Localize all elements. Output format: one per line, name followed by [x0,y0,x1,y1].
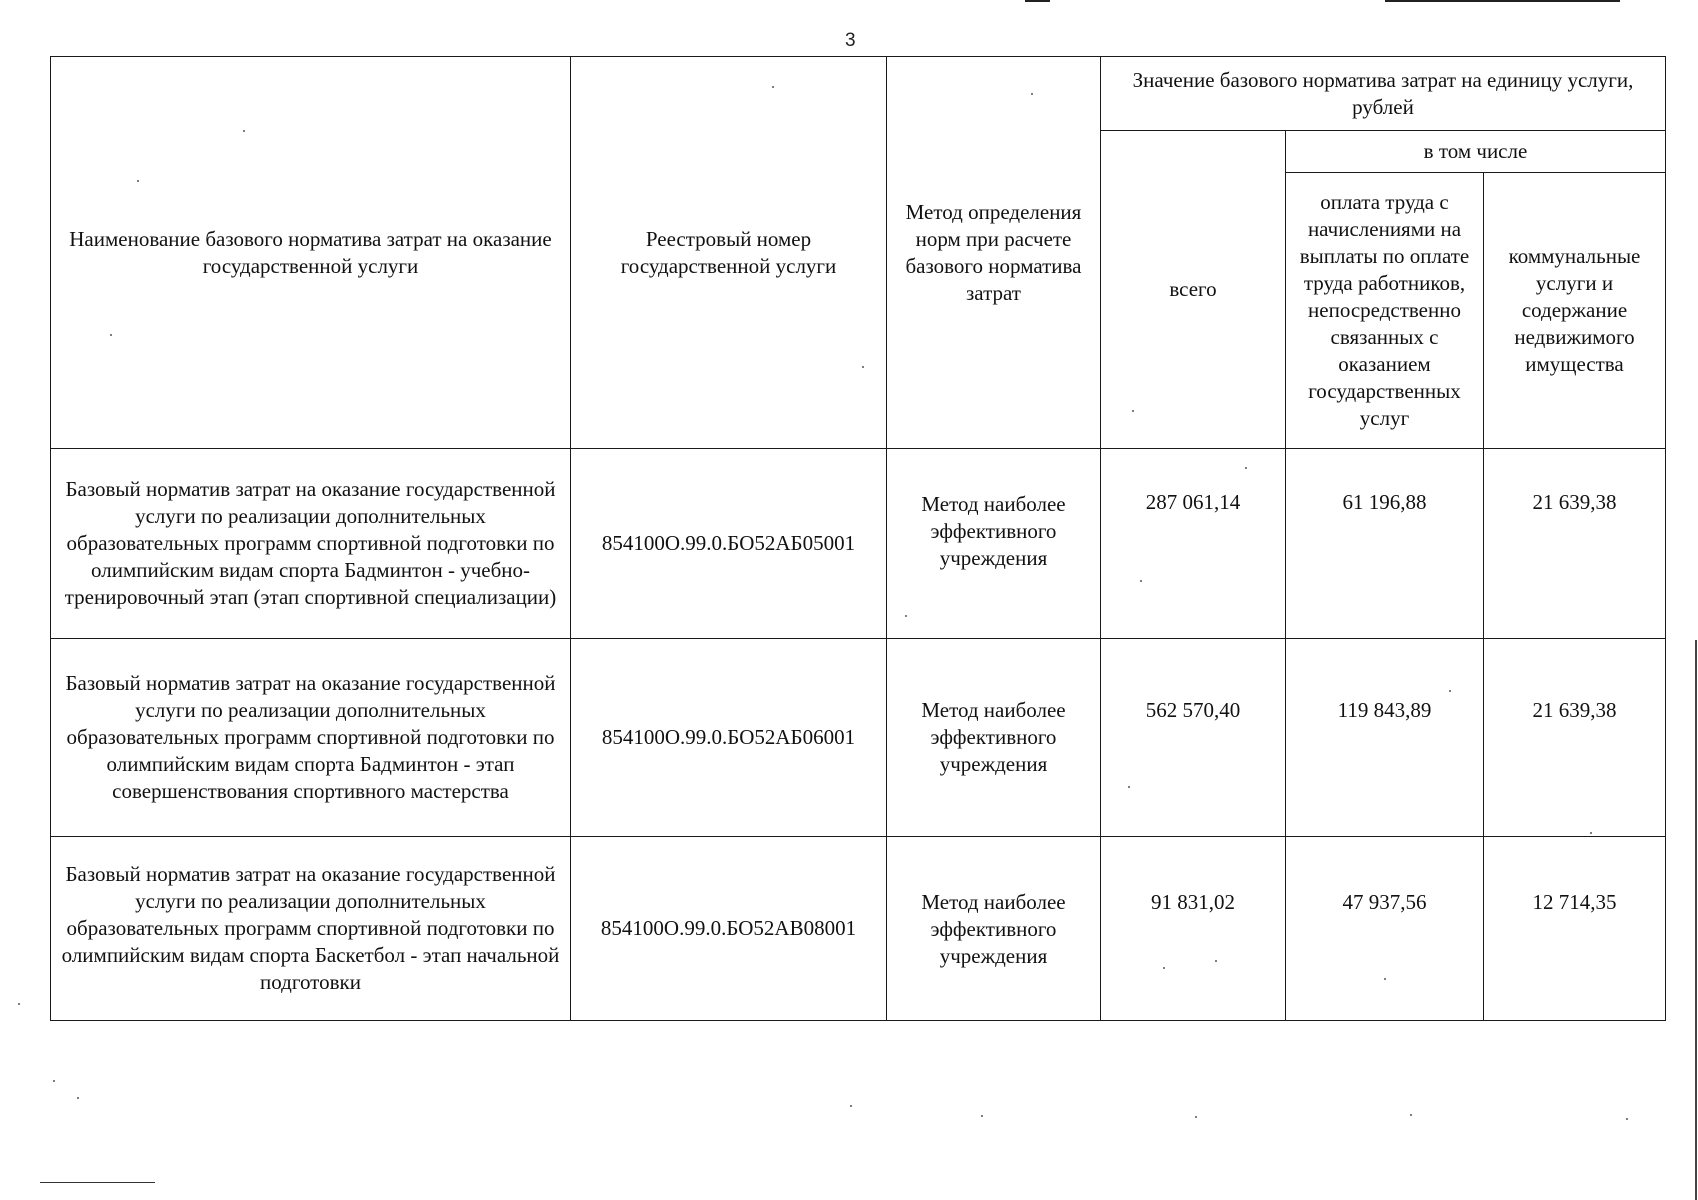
scan-speck [981,1115,983,1117]
top-rule-right [1385,0,1620,2]
cell-method: Метод наиболее эффективного учреждения [887,449,1101,639]
scan-speck [1245,467,1247,469]
header-utilities: коммунальные услуги и содержание недвижимого имущества [1484,173,1666,449]
scan-speck [1031,93,1033,95]
scan-speck [77,1097,79,1099]
cell-wages: 119 843,89 [1286,639,1484,837]
table-row [51,449,1666,639]
cell-wages: 47 937,56 [1286,837,1484,1021]
cell-registry: 854100О.99.0.БО52АБ06001 [571,639,887,837]
cell-utilities: 21 639,38 [1484,639,1666,837]
scan-speck [18,1003,20,1005]
scan-speck [1215,960,1217,962]
cell-registry: 854100О.99.0.БО52АВ08001 [571,837,887,1021]
header-row-1 [51,57,1666,131]
scan-speck [1195,1116,1197,1118]
page-number: 3 [845,30,856,51]
scan-speck [1140,580,1142,582]
norms-table [50,56,1666,1021]
scan-speck [1384,978,1386,980]
cell-total: 562 570,40 [1101,639,1286,837]
top-rule-left [1025,0,1050,2]
scan-speck [1449,690,1451,692]
scan-speck [53,1080,55,1082]
cell-wages: 61 196,88 [1286,449,1484,639]
scan-speck [1626,1118,1628,1120]
cell-registry: 854100О.99.0.БО52АБ05001 [571,449,887,639]
cell-utilities: 21 639,38 [1484,449,1666,639]
scan-speck [1410,1114,1412,1116]
cell-method: Метод наиболее эффективного учреждения [887,639,1101,837]
scan-speck [905,615,907,617]
cell-total: 91 831,02 [1101,837,1286,1021]
header-method: Метод определения норм при расчете базового норматива затрат [887,57,1101,449]
scan-speck [137,180,139,182]
cell-method: Метод наиболее эффективного учреждения [887,837,1101,1021]
header-including: в том числе [1286,131,1666,173]
scan-speck [110,334,112,336]
scan-speck [1163,967,1165,969]
header-value-group: Значение базового норматива затрат на единицу услуги, рублей [1101,57,1666,131]
cell-name: Базовый норматив затрат на оказание государственной услуги по реализации дополнительных образовательных программ спортивной подготовки по олимпийским видам спорта Бадминтон - учебно-тренировочный этап (этап спортивной специализации) [51,449,571,639]
header-total: всего [1101,131,1286,449]
scan-edge [1695,640,1697,1200]
scan-speck [243,130,245,132]
scan-speck [862,366,864,368]
scan-speck [1128,786,1130,788]
scan-speck [850,1105,852,1107]
header-name: Наименование базового норматива затрат на оказание государственной услуги [51,57,571,449]
cell-name: Базовый норматив затрат на оказание государственной услуги по реализации дополнительных образовательных программ спортивной подготовки по олимпийским видам спорта Баскетбол - этап начальной подготовки [51,837,571,1021]
table-row [51,837,1666,1021]
footnote-rule [40,1182,155,1183]
scan-speck [772,86,774,88]
cell-utilities: 12 714,35 [1484,837,1666,1021]
scan-speck [1132,410,1134,412]
scan-speck [1590,832,1592,834]
cell-name: Базовый норматив затрат на оказание государственной услуги по реализации дополнительных образовательных программ спортивной подготовки по олимпийским видам спорта Бадминтон - этап совершенствования спортивного мастерства [51,639,571,837]
header-wages: оплата труда с начислениями на выплаты по оплате труда работников, непосредственно связанных с оказанием государственных услуг [1286,173,1484,449]
header-registry: Реестровый номер государственной услуги [571,57,887,449]
table-row [51,639,1666,837]
cell-total: 287 061,14 [1101,449,1286,639]
